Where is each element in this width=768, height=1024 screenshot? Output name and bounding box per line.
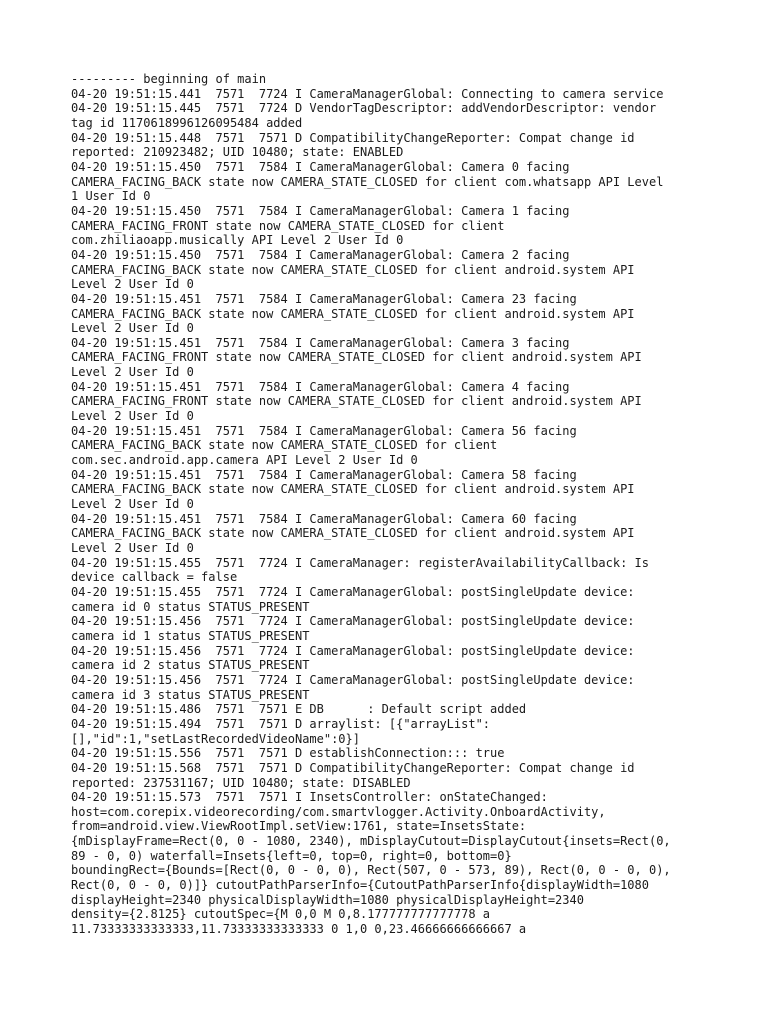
log-line: 04-20 19:51:15.455 7571 7724 I CameraManagerGlobal: postSingleUpdate device: bbox=[71, 584, 635, 599]
log-line: 89 - 0, 0) waterfall=Insets{left=0, top=0, right=0, bottom=0} bbox=[71, 848, 512, 863]
log-line: density={2.8125} cutoutSpec={M 0,0 M 0,8.177777777777778 a bbox=[71, 907, 491, 922]
log-line: reported: 237531167; UID 10480; state: DISABLED bbox=[71, 775, 411, 790]
log-line: CAMERA_FACING_BACK state now CAMERA_STATE_CLOSED for client android.system API bbox=[71, 482, 635, 497]
log-line: 11.73333333333333,11.73333333333333 0 1,0 0,23.46666666666667 a bbox=[71, 922, 527, 937]
log-line: 04-20 19:51:15.450 7571 7584 I CameraManagerGlobal: Camera 0 facing bbox=[71, 159, 570, 174]
log-line: 1 User Id 0 bbox=[71, 189, 151, 204]
log-line: 04-20 19:51:15.556 7571 7571 D establishConnection::: true bbox=[71, 746, 505, 761]
log-line: camera id 0 status STATUS_PRESENT bbox=[71, 599, 310, 614]
log-line: 04-20 19:51:15.486 7571 7571 E DB : Default script added bbox=[71, 702, 527, 717]
log-line: device callback = false bbox=[71, 570, 238, 585]
log-line: {mDisplayFrame=Rect(0, 0 - 1080, 2340), mDisplayCutout=DisplayCutout{insets=Rect(0, bbox=[71, 834, 671, 849]
log-line: 04-20 19:51:15.450 7571 7584 I CameraManagerGlobal: Camera 2 facing bbox=[71, 247, 570, 262]
log-line: camera id 1 status STATUS_PRESENT bbox=[71, 628, 310, 643]
log-line: 04-20 19:51:15.573 7571 7571 I InsetsController: onStateChanged: bbox=[71, 790, 548, 805]
log-line: Level 2 User Id 0 bbox=[71, 541, 194, 555]
log-line: CAMERA_FACING_BACK state now CAMERA_STATE_CLOSED for client com.whatsapp API Level bbox=[71, 174, 664, 189]
log-line: CAMERA_FACING_BACK state now CAMERA_STATE_CLOSED for client android.system API bbox=[71, 262, 635, 277]
log-line: --------- beginning of main bbox=[71, 72, 267, 86]
log-line: Rect(0, 0 - 0, 0)]} cutoutPathParserInfo={CutoutPathParserInfo{displayWidth=1080 bbox=[71, 878, 649, 893]
log-line: camera id 3 status STATUS_PRESENT bbox=[71, 687, 310, 702]
log-line: CAMERA_FACING_FRONT state now CAMERA_STATE_CLOSED for client bbox=[71, 218, 505, 233]
log-line: CAMERA_FACING_FRONT state now CAMERA_STATE_CLOSED for client android.system API bbox=[71, 394, 642, 409]
log-line: 04-20 19:51:15.451 7571 7584 I CameraManagerGlobal: Camera 4 facing bbox=[71, 379, 570, 394]
log-line: CAMERA_FACING_BACK state now CAMERA_STATE_CLOSED for client android.system API bbox=[71, 526, 635, 541]
log-line: from=android.view.ViewRootImpl.setView:1761, state=InsetsState: bbox=[71, 819, 527, 834]
log-line: Level 2 User Id 0 bbox=[71, 497, 194, 512]
log-line: 04-20 19:51:15.451 7571 7584 I CameraManagerGlobal: Camera 60 facing bbox=[71, 511, 577, 526]
log-line: com.zhiliaoapp.musically API Level 2 User Id 0 bbox=[71, 233, 404, 248]
log-line: 04-20 19:51:15.494 7571 7571 D arraylist: [{"arrayList": bbox=[71, 716, 491, 731]
log-line: 04-20 19:51:15.568 7571 7571 D CompatibilityChangeReporter: Compat change id bbox=[71, 760, 635, 775]
log-line: CAMERA_FACING_BACK state now CAMERA_STATE_CLOSED for client bbox=[71, 438, 498, 453]
log-line: boundingRect={Bounds=[Rect(0, 0 - 0, 0), Rect(507, 0 - 573, 89), Rect(0, 0 - 0, 0), bbox=[71, 863, 671, 878]
log-line: 04-20 19:51:15.441 7571 7724 I CameraManagerGlobal: Connecting to camera service bbox=[71, 86, 664, 101]
log-line: reported: 210923482; UID 10480; state: ENABLED bbox=[71, 145, 404, 160]
log-line: 04-20 19:51:15.451 7571 7584 I CameraManagerGlobal: Camera 3 facing bbox=[71, 335, 570, 350]
log-document bbox=[71, 72, 731, 937]
log-line: [],"id":1,"setLastRecordedVideoName":0}] bbox=[71, 731, 360, 746]
log-line: Level 2 User Id 0 bbox=[71, 365, 194, 380]
log-line: 04-20 19:51:15.456 7571 7724 I CameraManagerGlobal: postSingleUpdate device: bbox=[71, 614, 635, 629]
log-line: 04-20 19:51:15.455 7571 7724 I CameraManager: registerAvailabilityCallback: Is bbox=[71, 555, 649, 570]
log-line: displayHeight=2340 physicalDisplayWidth=1080 physicalDisplayHeight=2340 bbox=[71, 892, 584, 907]
log-line: 04-20 19:51:15.448 7571 7571 D CompatibilityChangeReporter: Compat change id bbox=[71, 130, 635, 145]
log-line: 04-20 19:51:15.445 7571 7724 D VendorTagDescriptor: addVendorDescriptor: vendor bbox=[71, 101, 657, 116]
log-line: com.sec.android.app.camera API Level 2 User Id 0 bbox=[71, 453, 418, 468]
log-line: host=com.corepix.videorecording/com.smartvlogger.Activity.OnboardActivity, bbox=[71, 804, 606, 819]
log-line: camera id 2 status STATUS_PRESENT bbox=[71, 658, 310, 673]
log-line: 04-20 19:51:15.456 7571 7724 I CameraManagerGlobal: postSingleUpdate device: bbox=[71, 672, 635, 687]
log-line: 04-20 19:51:15.451 7571 7584 I CameraManagerGlobal: Camera 58 facing bbox=[71, 467, 577, 482]
log-line: CAMERA_FACING_FRONT state now CAMERA_STATE_CLOSED for client android.system API bbox=[71, 350, 642, 365]
log-line: 04-20 19:51:15.451 7571 7584 I CameraManagerGlobal: Camera 56 facing bbox=[71, 423, 577, 438]
log-line: Level 2 User Id 0 bbox=[71, 321, 194, 336]
log-line: 04-20 19:51:15.451 7571 7584 I CameraManagerGlobal: Camera 23 facing bbox=[71, 291, 577, 306]
log-line: Level 2 User Id 0 bbox=[71, 277, 194, 292]
log-line: tag id 1170618996126095484 added bbox=[71, 115, 303, 130]
log-line: Level 2 User Id 0 bbox=[71, 409, 194, 424]
log-line: 04-20 19:51:15.450 7571 7584 I CameraManagerGlobal: Camera 1 facing bbox=[71, 203, 570, 218]
log-line: 04-20 19:51:15.456 7571 7724 I CameraManagerGlobal: postSingleUpdate device: bbox=[71, 643, 635, 658]
log-line: CAMERA_FACING_BACK state now CAMERA_STATE_CLOSED for client android.system API bbox=[71, 306, 635, 321]
